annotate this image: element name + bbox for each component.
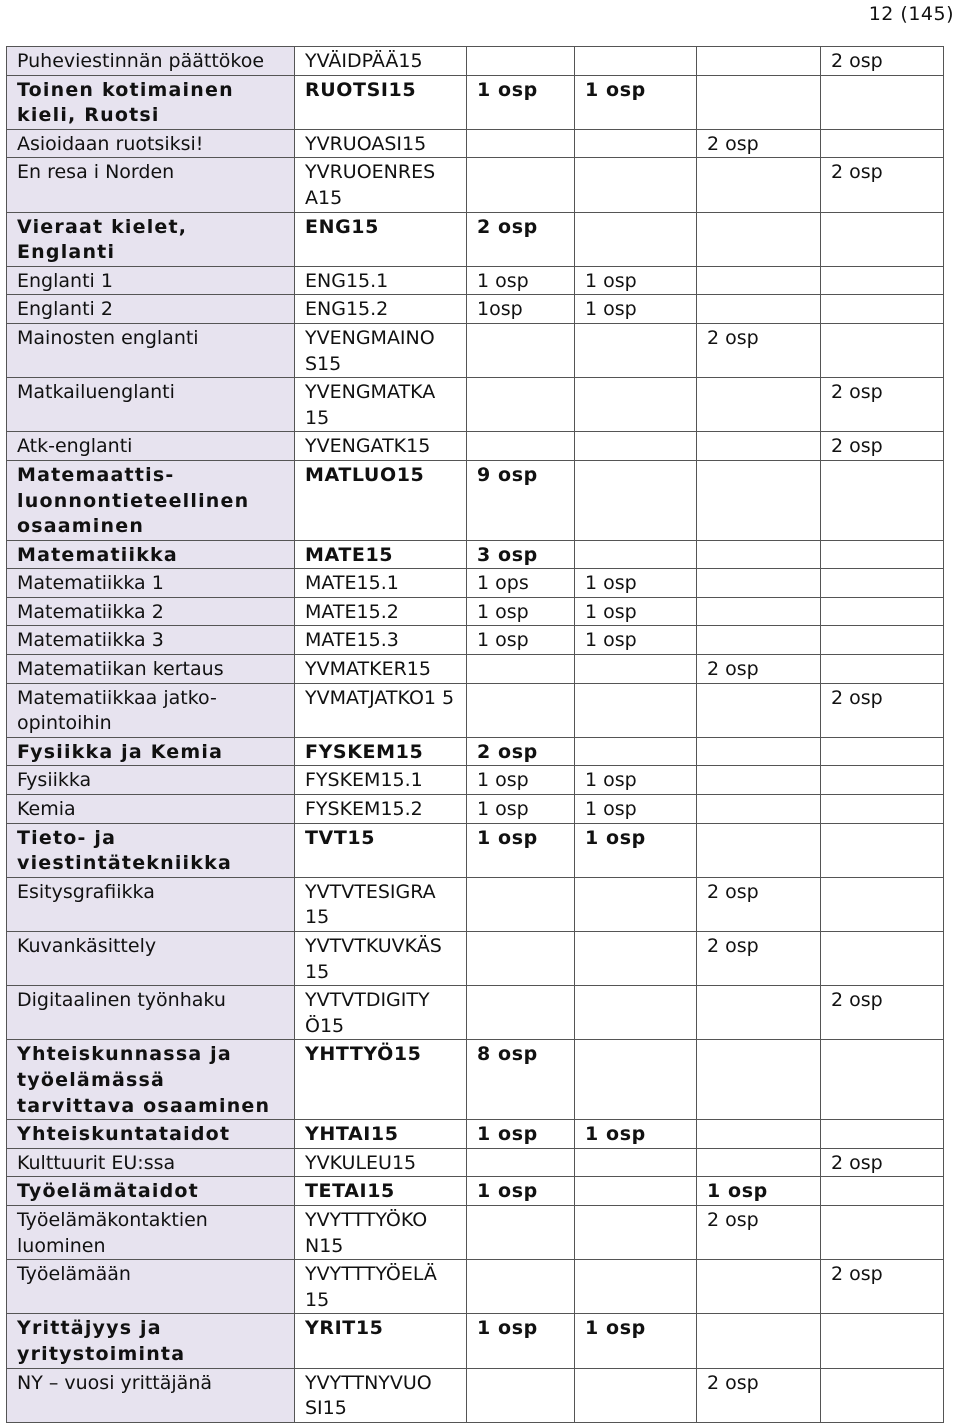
table-row xyxy=(7,626,944,655)
credits-col-2-cell xyxy=(575,737,697,766)
course-code-cell: MATLUO15 xyxy=(295,460,467,540)
credits-col-4-cell xyxy=(821,212,944,266)
credits-col-1-cell xyxy=(467,655,575,684)
credits-col-1-cell: 1 osp xyxy=(467,1120,575,1149)
table-row xyxy=(7,212,944,266)
course-table-body xyxy=(7,47,944,1423)
credits-col-4-cell xyxy=(821,266,944,295)
course-name-cell: Yhteiskunnassa ja työelämässä tarvittava osaaminen xyxy=(7,1040,295,1120)
course-code-cell: YHTTYÖ15 xyxy=(295,1040,467,1120)
table-row xyxy=(7,1040,944,1120)
course-name-cell: Fysiikka ja Kemia xyxy=(7,737,295,766)
credits-col-1-cell: 1 osp xyxy=(467,75,575,129)
course-code-cell: FYSKEM15.1 xyxy=(295,766,467,795)
credits-col-2-cell xyxy=(575,323,697,377)
table-row xyxy=(7,378,944,432)
credits-col-3-cell xyxy=(697,378,821,432)
credits-col-4-cell: 2 osp xyxy=(821,47,944,76)
table-row xyxy=(7,795,944,824)
credits-col-1-cell xyxy=(467,1260,575,1314)
credits-col-3-cell xyxy=(697,1260,821,1314)
credits-col-3-cell xyxy=(697,986,821,1040)
credits-col-4-cell xyxy=(821,626,944,655)
credits-col-3-cell xyxy=(697,1120,821,1149)
credits-col-1-cell: 1 osp xyxy=(467,766,575,795)
course-name-cell: Asioidaan ruotsiksi! xyxy=(7,129,295,158)
course-name-cell: Matemaattis-luonnontieteellinen osaaminen xyxy=(7,460,295,540)
course-code-cell: YRIT15 xyxy=(295,1314,467,1368)
credits-col-3-cell: 1 osp xyxy=(697,1177,821,1206)
course-code-cell: MATE15.2 xyxy=(295,597,467,626)
credits-col-2-cell xyxy=(575,986,697,1040)
credits-col-2-cell xyxy=(575,47,697,76)
course-code-cell: YVRUOASI15 xyxy=(295,129,467,158)
credits-col-2-cell xyxy=(575,129,697,158)
course-code-cell: ENG15.1 xyxy=(295,266,467,295)
credits-col-4-cell: 2 osp xyxy=(821,986,944,1040)
credits-col-2-cell xyxy=(575,683,697,737)
course-name-cell: Työelämäkontaktien luominen xyxy=(7,1205,295,1259)
course-code-cell: YVENGMATKA 15 xyxy=(295,378,467,432)
credits-col-2-cell: 1 osp xyxy=(575,823,697,877)
course-name-cell: Tieto- ja viestintätekniikka xyxy=(7,823,295,877)
course-name-cell: Puheviestinnän päättökoe xyxy=(7,47,295,76)
course-name-cell: Työelämään xyxy=(7,1260,295,1314)
credits-col-2-cell xyxy=(575,1368,697,1422)
credits-col-1-cell xyxy=(467,877,575,931)
credits-col-3-cell xyxy=(697,1314,821,1368)
credits-col-1-cell: 8 osp xyxy=(467,1040,575,1120)
course-name-cell: Kuvankäsittely xyxy=(7,932,295,986)
table-row xyxy=(7,158,944,212)
credits-col-2-cell: 1 osp xyxy=(575,295,697,324)
credits-col-4-cell xyxy=(821,655,944,684)
course-table xyxy=(6,46,944,1423)
table-row xyxy=(7,432,944,461)
credits-col-2-cell xyxy=(575,1205,697,1259)
credits-col-2-cell xyxy=(575,432,697,461)
credits-col-2-cell xyxy=(575,460,697,540)
course-name-cell: Yhteiskuntataidot xyxy=(7,1120,295,1149)
course-code-cell: YVYTTTYÖKO N15 xyxy=(295,1205,467,1259)
credits-col-3-cell: 2 osp xyxy=(697,932,821,986)
credits-col-2-cell: 1 osp xyxy=(575,626,697,655)
credits-col-4-cell xyxy=(821,1177,944,1206)
course-code-cell: FYSKEM15 xyxy=(295,737,467,766)
table-row xyxy=(7,75,944,129)
credits-col-1-cell: 2 osp xyxy=(467,737,575,766)
credits-col-1-cell: 3 osp xyxy=(467,540,575,569)
table-row xyxy=(7,1148,944,1177)
credits-col-3-cell xyxy=(697,823,821,877)
credits-col-2-cell: 1 osp xyxy=(575,75,697,129)
course-code-cell: YVTVTDIGITY Ö15 xyxy=(295,986,467,1040)
credits-col-2-cell xyxy=(575,1260,697,1314)
course-code-cell: YVÄIDPÄÄ15 xyxy=(295,47,467,76)
credits-col-3-cell xyxy=(697,295,821,324)
credits-col-3-cell: 2 osp xyxy=(697,877,821,931)
credits-col-4-cell xyxy=(821,766,944,795)
credits-col-3-cell: 2 osp xyxy=(697,1368,821,1422)
course-name-cell: Työelämätaidot xyxy=(7,1177,295,1206)
course-code-cell: YVYTTTYÖELÄ 15 xyxy=(295,1260,467,1314)
credits-col-3-cell: 2 osp xyxy=(697,655,821,684)
course-code-cell: YVENGMAINO S15 xyxy=(295,323,467,377)
course-code-cell: YVTVTESIGRA 15 xyxy=(295,877,467,931)
table-row xyxy=(7,47,944,76)
course-code-cell: YVENGATK15 xyxy=(295,432,467,461)
course-name-cell: Vieraat kielet, Englanti xyxy=(7,212,295,266)
course-code-cell: TVT15 xyxy=(295,823,467,877)
credits-col-4-cell xyxy=(821,129,944,158)
course-code-cell: MATE15 xyxy=(295,540,467,569)
table-row xyxy=(7,323,944,377)
course-name-cell: Matematiikkaa jatko-opintoihin xyxy=(7,683,295,737)
course-name-cell: Matkailuenglanti xyxy=(7,378,295,432)
credits-col-1-cell: 1 osp xyxy=(467,597,575,626)
credits-col-3-cell xyxy=(697,737,821,766)
table-row xyxy=(7,266,944,295)
credits-col-3-cell xyxy=(697,1148,821,1177)
credits-col-1-cell: 2 osp xyxy=(467,212,575,266)
credits-col-3-cell: 2 osp xyxy=(697,323,821,377)
course-code-cell: YHTAI15 xyxy=(295,1120,467,1149)
credits-col-2-cell xyxy=(575,378,697,432)
credits-col-4-cell: 2 osp xyxy=(821,378,944,432)
credits-col-2-cell xyxy=(575,1148,697,1177)
credits-col-4-cell xyxy=(821,1120,944,1149)
table-row xyxy=(7,683,944,737)
credits-col-2-cell xyxy=(575,158,697,212)
course-code-cell: MATE15.1 xyxy=(295,569,467,598)
credits-col-1-cell: 1 osp xyxy=(467,795,575,824)
credits-col-3-cell xyxy=(697,1040,821,1120)
course-code-cell: YVMATJATKO1 5 xyxy=(295,683,467,737)
credits-col-1-cell: 1 osp xyxy=(467,1314,575,1368)
credits-col-1-cell xyxy=(467,158,575,212)
course-name-cell: Kemia xyxy=(7,795,295,824)
credits-col-2-cell xyxy=(575,1040,697,1120)
table-row xyxy=(7,877,944,931)
credits-col-2-cell: 1 osp xyxy=(575,1120,697,1149)
credits-col-1-cell xyxy=(467,683,575,737)
course-code-cell: YVMATKER15 xyxy=(295,655,467,684)
course-name-cell: En resa i Norden xyxy=(7,158,295,212)
course-name-cell: Digitaalinen työnhaku xyxy=(7,986,295,1040)
table-row xyxy=(7,1205,944,1259)
table-row xyxy=(7,766,944,795)
credits-col-4-cell xyxy=(821,1205,944,1259)
credits-col-4-cell xyxy=(821,795,944,824)
credits-col-1-cell: 1 ops xyxy=(467,569,575,598)
credits-col-1-cell: 1 osp xyxy=(467,1177,575,1206)
course-code-cell: TETAI15 xyxy=(295,1177,467,1206)
credits-col-2-cell: 1 osp xyxy=(575,266,697,295)
table-row xyxy=(7,823,944,877)
credits-col-4-cell xyxy=(821,75,944,129)
credits-col-2-cell xyxy=(575,1177,697,1206)
credits-col-2-cell xyxy=(575,540,697,569)
table-row xyxy=(7,460,944,540)
course-name-cell: Englanti 1 xyxy=(7,266,295,295)
credits-col-3-cell xyxy=(697,626,821,655)
credits-col-4-cell xyxy=(821,1368,944,1422)
credits-col-1-cell: 1 osp xyxy=(467,823,575,877)
credits-col-3-cell xyxy=(697,212,821,266)
course-code-cell: YVKULEU15 xyxy=(295,1148,467,1177)
table-row xyxy=(7,986,944,1040)
credits-col-3-cell xyxy=(697,158,821,212)
credits-col-1-cell xyxy=(467,323,575,377)
table-row xyxy=(7,932,944,986)
credits-col-2-cell xyxy=(575,877,697,931)
table-row xyxy=(7,655,944,684)
table-row xyxy=(7,129,944,158)
credits-col-4-cell xyxy=(821,823,944,877)
credits-col-4-cell xyxy=(821,737,944,766)
course-code-cell: FYSKEM15.2 xyxy=(295,795,467,824)
course-name-cell: Matematiikka xyxy=(7,540,295,569)
course-code-cell: MATE15.3 xyxy=(295,626,467,655)
credits-col-3-cell xyxy=(697,266,821,295)
credits-col-2-cell: 1 osp xyxy=(575,766,697,795)
course-name-cell: Toinen kotimainen kieli, Ruotsi xyxy=(7,75,295,129)
course-code-cell: RUOTSI15 xyxy=(295,75,467,129)
credits-col-3-cell xyxy=(697,75,821,129)
credits-col-3-cell xyxy=(697,795,821,824)
credits-col-1-cell xyxy=(467,986,575,1040)
course-code-cell: YVYTTNYVUO SI15 xyxy=(295,1368,467,1422)
credits-col-4-cell xyxy=(821,1314,944,1368)
course-name-cell: Atk-englanti xyxy=(7,432,295,461)
course-name-cell: Mainosten englanti xyxy=(7,323,295,377)
credits-col-1-cell xyxy=(467,129,575,158)
course-code-cell: ENG15 xyxy=(295,212,467,266)
credits-col-3-cell: 2 osp xyxy=(697,1205,821,1259)
credits-col-4-cell: 2 osp xyxy=(821,432,944,461)
credits-col-4-cell xyxy=(821,540,944,569)
course-code-cell: ENG15.2 xyxy=(295,295,467,324)
credits-col-1-cell: 9 osp xyxy=(467,460,575,540)
table-row xyxy=(7,1260,944,1314)
credits-col-1-cell: 1osp xyxy=(467,295,575,324)
credits-col-3-cell xyxy=(697,47,821,76)
credits-col-3-cell xyxy=(697,569,821,598)
credits-col-3-cell xyxy=(697,460,821,540)
credits-col-1-cell xyxy=(467,432,575,461)
course-name-cell: Matematiikka 1 xyxy=(7,569,295,598)
credits-col-2-cell: 1 osp xyxy=(575,1314,697,1368)
credits-col-1-cell xyxy=(467,1148,575,1177)
course-name-cell: Matematiikka 2 xyxy=(7,597,295,626)
course-name-cell: Esitysgrafiikka xyxy=(7,877,295,931)
course-name-cell: Yrittäjyys ja yritystoiminta xyxy=(7,1314,295,1368)
credits-col-4-cell xyxy=(821,1040,944,1120)
credits-col-4-cell: 2 osp xyxy=(821,1260,944,1314)
credits-col-4-cell xyxy=(821,597,944,626)
credits-col-3-cell xyxy=(697,683,821,737)
credits-col-4-cell: 2 osp xyxy=(821,158,944,212)
credits-col-4-cell xyxy=(821,932,944,986)
table-row xyxy=(7,1314,944,1368)
credits-col-4-cell: 2 osp xyxy=(821,1148,944,1177)
credits-col-4-cell xyxy=(821,323,944,377)
credits-col-4-cell xyxy=(821,460,944,540)
credits-col-2-cell xyxy=(575,212,697,266)
table-row xyxy=(7,737,944,766)
course-name-cell: Matematiikan kertaus xyxy=(7,655,295,684)
course-code-cell: YVRUOENRES A15 xyxy=(295,158,467,212)
credits-col-1-cell xyxy=(467,1205,575,1259)
credits-col-1-cell xyxy=(467,1368,575,1422)
course-name-cell: NY – vuosi yrittäjänä xyxy=(7,1368,295,1422)
credits-col-1-cell: 1 osp xyxy=(467,626,575,655)
credits-col-4-cell xyxy=(821,295,944,324)
course-name-cell: Englanti 2 xyxy=(7,295,295,324)
credits-col-4-cell xyxy=(821,569,944,598)
page-number: 12 (145) xyxy=(868,3,954,25)
table-row xyxy=(7,295,944,324)
credits-col-1-cell xyxy=(467,378,575,432)
course-name-cell: Kulttuurit EU:ssa xyxy=(7,1148,295,1177)
credits-col-3-cell xyxy=(697,597,821,626)
credits-col-2-cell: 1 osp xyxy=(575,569,697,598)
credits-col-1-cell xyxy=(467,932,575,986)
credits-col-3-cell: 2 osp xyxy=(697,129,821,158)
table-row xyxy=(7,540,944,569)
credits-col-1-cell: 1 osp xyxy=(467,266,575,295)
course-name-cell: Matematiikka 3 xyxy=(7,626,295,655)
credits-col-3-cell xyxy=(697,540,821,569)
course-name-cell: Fysiikka xyxy=(7,766,295,795)
credits-col-3-cell xyxy=(697,432,821,461)
credits-col-3-cell xyxy=(697,766,821,795)
credits-col-2-cell: 1 osp xyxy=(575,795,697,824)
table-row xyxy=(7,1120,944,1149)
course-code-cell: YVTVTKUVKÄS 15 xyxy=(295,932,467,986)
table-row xyxy=(7,597,944,626)
credits-col-2-cell xyxy=(575,932,697,986)
table-row xyxy=(7,569,944,598)
credits-col-2-cell: 1 osp xyxy=(575,597,697,626)
credits-col-2-cell xyxy=(575,655,697,684)
table-row xyxy=(7,1177,944,1206)
credits-col-4-cell: 2 osp xyxy=(821,683,944,737)
table-row xyxy=(7,1368,944,1422)
credits-col-4-cell xyxy=(821,877,944,931)
credits-col-1-cell xyxy=(467,47,575,76)
